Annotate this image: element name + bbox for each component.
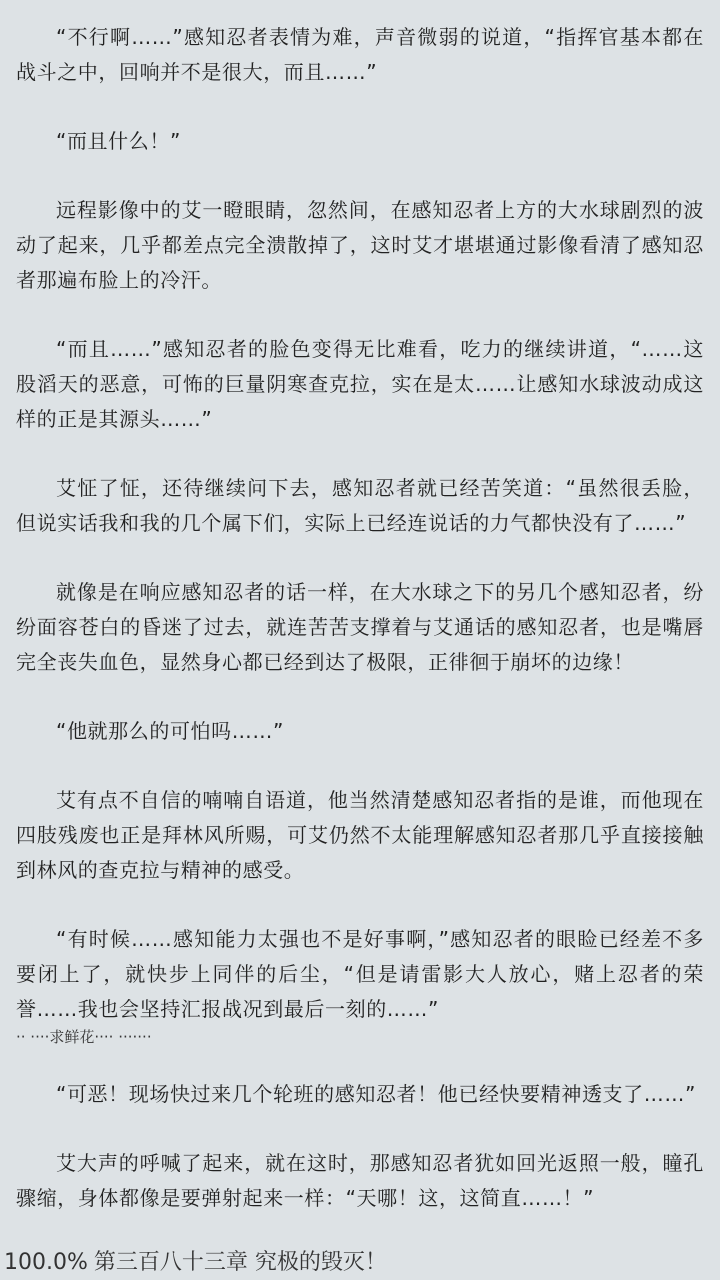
- paragraph: 艾大声的呼喊了起来，就在这时，那感知忍者犹如回光返照一般，瞳孔骤缩，身体都像是要弹射起来一样：“天哪！这，这简直……！”: [16, 1151, 704, 1210]
- paragraph: 艾有点不自信的喃喃自语道，他当然清楚感知忍者指的是谁，而他现在四肢残废也正是拜林风所赐，可艾仍然不太能理解感知忍者那几乎直接接触到林风的查克拉与精神的感受。: [16, 788, 704, 882]
- reading-progress: 100.0%: [4, 1250, 88, 1275]
- paragraph: “有时候……感知能力太强也不是好事啊，”感知忍者的眼睑已经差不多要闭上了，就快步上同伴的后尘，“但是请雷影大人放心，赌上忍者的荣誉……我也会坚持汇报战况到最后一刻的……”: [16, 927, 704, 1021]
- paragraph: “而且什么！”: [56, 129, 181, 153]
- chapter-title: 第三百八十三章 究极的毁灭！: [93, 1250, 387, 1275]
- noise-line: ·· ····求鲜花···· ·······: [16, 1028, 152, 1046]
- paragraph: 艾怔了怔，还待继续问下去，感知忍者就已经苦笑道：“虽然很丢脸，但说实话我和我的几个属下们，实际上已经连说话的力气都快没有了……”: [16, 476, 704, 535]
- paragraph: “而且……”感知忍者的脸色变得无比难看，吃力的继续讲道，“……这股滔天的恶意，可怖的巨量阴寒查克拉，实在是太……让感知水球波动成这样的正是其源头……”: [16, 337, 704, 431]
- paragraph: “他就那么的可怕吗……”: [56, 719, 284, 743]
- paragraph: “不行啊……”感知忍者表情为难，声音微弱的说道，“指挥官基本都在战斗之中，回响并不是很大，而且……”: [16, 25, 704, 84]
- status-bar: [4, 1246, 387, 1280]
- paragraph: “可恶！现场快过来几个轮班的感知忍者！他已经快要精神透支了……”: [56, 1082, 696, 1106]
- paragraph: 远程影像中的艾一瞪眼睛，忽然间，在感知忍者上方的大水球剧烈的波动了起来，几乎都差点完全溃散掉了，这时艾才堪堪通过影像看清了感知忍者那遍布脸上的冷汗。: [16, 198, 704, 292]
- paragraph: 就像是在响应感知忍者的话一样，在大水球之下的另几个感知忍者，纷纷面容苍白的昏迷了过去，就连苦苦支撑着与艾通话的感知忍者，也是嘴唇完全丧失血色，显然身心都已经到达了极限，正徘徊于崩坏的边缘！: [16, 580, 704, 674]
